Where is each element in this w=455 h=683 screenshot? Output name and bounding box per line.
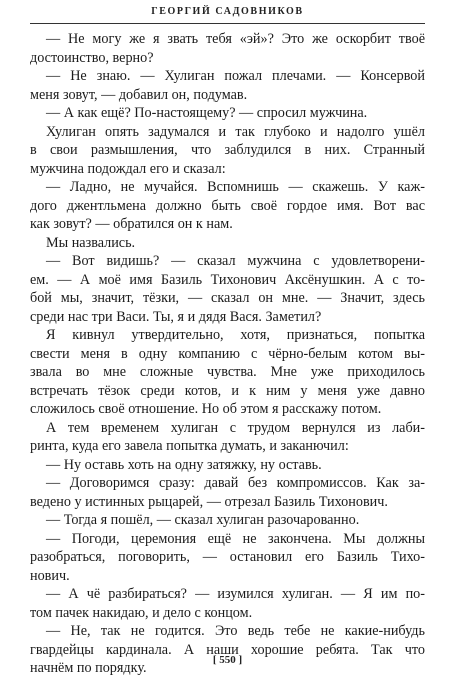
text-line: ведено у истинных рыцарей, — отрезал Базиль Тихонович. — [30, 493, 388, 510]
text-line: как зовут? — обратился он к нам. — [30, 216, 233, 232]
text-line: — Договоримся сразу: давай без компромиссов. Как за- — [46, 475, 425, 491]
text-line: Мы назвались. — [46, 234, 136, 251]
text-line: гвардейцы кардинала. А наши хорошие ребята. Так что — [30, 641, 425, 658]
text-line: мужчина подождал его и сказал: — [30, 160, 226, 177]
text-line: А тем временем хулиган с трудом вернулся из лаби- — [46, 419, 425, 436]
text-line: — Не знаю. — Хулиган пожал плечами. — Консервой — [46, 68, 425, 84]
text-line: звала во мне сложные чувства. Мне уже приходилось — [30, 364, 425, 380]
text-line: — А как ещё? По-настоящему? — спросил мужчина. — [46, 105, 368, 121]
text-line: среди нас три Васи. Ты, я и дядя Вася. Заметил? — [30, 308, 322, 325]
page-number: [ 550 ] — [212, 654, 243, 666]
text-line: том пачек накидаю, и дело с концом. — [30, 604, 253, 621]
text-line: Хулиган опять задумался и так глубоко и надолго ушёл — [46, 123, 425, 140]
text-line: начнём по порядку. — [30, 660, 147, 676]
text-line: свести меня в одну компанию с чёрно-белым котом вы- — [30, 345, 425, 362]
text-line: — Ладно, не мучайся. Вспомнишь — скажешь. У каж- — [46, 179, 425, 195]
text-line: ем. — А моё имя Базиль Тихонович Аксёнушкин. А с то- — [30, 271, 425, 288]
text-line: — Вот видишь? — сказал мужчина с удовлетворени- — [46, 253, 425, 269]
text-line: в свои размышления, что заблудился в них. Странный — [30, 142, 425, 158]
text-line: бой мы, значит, тёзки, — сказал он мне. — Значит, здесь — [30, 290, 425, 306]
text-line: — Не, так не годится. Это ведь тебе не какие-нибудь — [46, 623, 425, 639]
text-line: — А чё разбираться? — изумился хулиган. — Я им по- — [46, 586, 425, 602]
text-line: достоинство, верно? — [30, 49, 154, 66]
text-line: разобраться, поговорить, — остановил его Базиль Тихо- — [30, 549, 425, 565]
text-line: Я кивнул утвердительно, хотя, признаться, попытка — [46, 327, 425, 343]
text-line: — Тогда я пошёл, — сказал хулиган разочарованно. — [46, 512, 360, 528]
text-line: сложилось своё отношение. Но об этом я расскажу потом. — [30, 401, 382, 417]
text-line: встречать тёзок среди котов, и к ним у меня уже давно — [30, 382, 425, 399]
text-line: ринта, куда его завела попытка думать, и заканючил: — [30, 438, 349, 454]
text-line: — Не могу же я звать тебя «эй»? Это же оскорбит твоё — [46, 31, 425, 47]
text-line: дого джентльмена должно быть своё гордое имя. Вот вас — [30, 197, 425, 214]
header-rule — [30, 23, 425, 24]
running-head: ГЕОРГИЙ САДОВНИКОВ — [151, 6, 304, 17]
text-line: меня зовут, — добавил он, подумав. — [30, 86, 248, 103]
text-line: — Ну оставь хоть на одну затяжку, ну оставь. — [46, 456, 322, 473]
text-line: нович. — [30, 567, 70, 584]
body-text — [30, 30, 425, 678]
text-line: — Погоди, церемония ещё не закончена. Мы должны — [46, 530, 425, 547]
